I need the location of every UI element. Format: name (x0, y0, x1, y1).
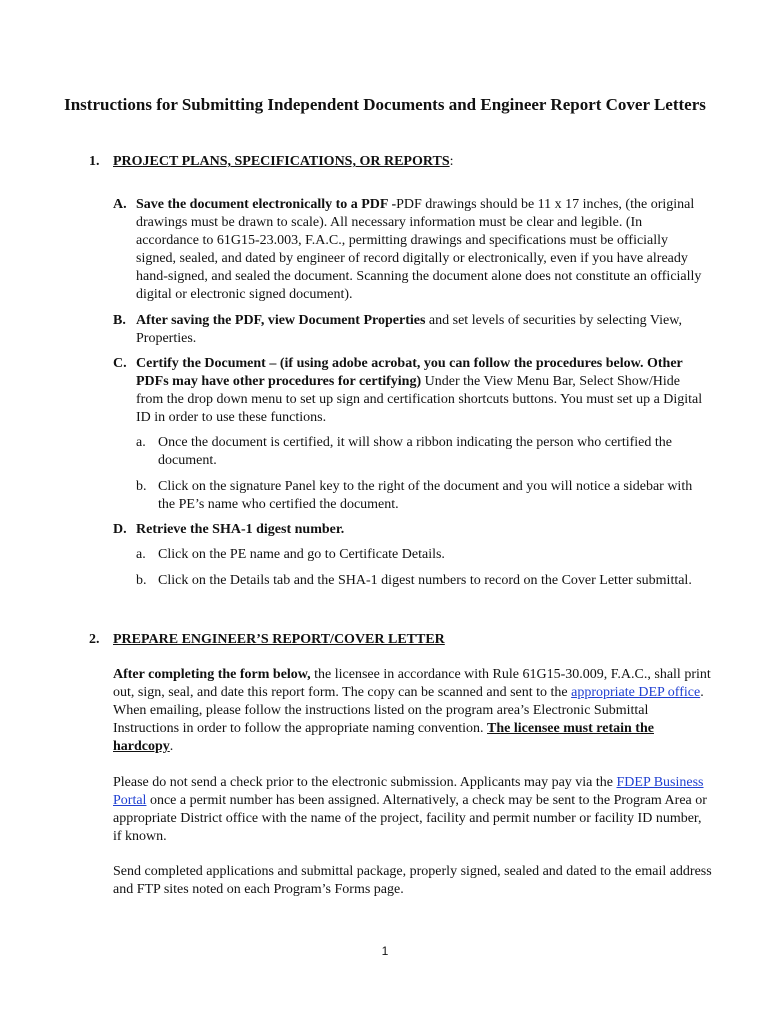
paragraph-text: . When emailing, please follow the instructions listed on the program area’s Electronic Submittal Instructions in order to follow the appropriate naming convention. (113, 685, 704, 736)
sub-item-marker: b. (136, 573, 147, 588)
paragraph (113, 666, 713, 756)
item-text: Under the View Menu Bar, Select Show/Hide from the drop down menu to set up sign and certification shortcuts buttons. You must set up a Digital ID in order to use these functions. (136, 374, 703, 425)
sub-item-marker: a. (136, 435, 146, 450)
item-heading: After saving the PDF, view Document Properties (136, 313, 426, 328)
section-title: PROJECT PLANS, SPECIFICATIONS, OR REPORTS (113, 154, 450, 169)
section-title: PREPARE ENGINEER’S REPORT/COVER LETTER (113, 632, 445, 647)
list-item (113, 312, 703, 348)
list-item (113, 355, 703, 427)
item-text: and set levels of securities by selecting View, Properties. (136, 313, 682, 346)
sub-list-item (136, 546, 706, 564)
sub-item-marker: a. (136, 547, 146, 562)
paragraph-end: . (169, 739, 174, 754)
item-marker: A. (113, 197, 127, 212)
heading-colon: : (449, 154, 454, 169)
paragraph-lead: After completing the form below, (113, 667, 311, 682)
hardcopy-notice: The licensee must retain the hardcopy (113, 721, 654, 754)
paragraph-text: once a permit number has been assigned. Alternatively, a check may be sent to the Program Area or appropriate District office with the name of the project, facility and permit number or facility ID number, if known. (113, 793, 707, 844)
item-marker: B. (113, 313, 126, 328)
item-heading: Retrieve the SHA-1 digest number. (136, 522, 345, 537)
section-1-heading (89, 153, 454, 171)
sub-item-marker: b. (136, 479, 147, 494)
sub-list-item (136, 434, 706, 470)
sub-item-text: Click on the Details tab and the SHA-1 digest numbers to record on the Cover Letter submittal. (158, 573, 692, 588)
paragraph (113, 774, 713, 846)
section-2-heading (89, 631, 445, 649)
paragraph-text: the licensee in accordance with Rule 61G15-30.009, F.A.C., shall print out, sign, seal, and date this report form. The copy can be scanned and sent to the (113, 667, 711, 700)
item-marker: D. (113, 522, 127, 537)
section-number: 1. (89, 154, 100, 169)
page-number: 1 (381, 944, 389, 958)
sub-list-item (136, 572, 706, 590)
sub-item-text: Click on the PE name and go to Certificate Details. (158, 547, 445, 562)
item-heading: Save the document electronically to a PDF - (136, 197, 397, 212)
sub-item-text: Once the document is certified, it will show a ribbon indicating the person who certified the document. (158, 435, 672, 468)
paragraph-text: Send completed applications and submittal package, properly signed, sealed and dated to the email address and FTP sites noted on each Program’s Forms page. (113, 864, 712, 897)
item-text: PDF drawings should be 11 x 17 inches, (the original drawings must be drawn to scale). All necessary information must be clear and legible. (In accordance to 61G15-23.003, F.A.C., permitting drawings and specifications must be officially signed, sealed, and dated by engineer of record digitally or electronically, even if you have already hand-signed, and sealed the document. Scanning the document alone does not constitute an officially digital or electronic signed document). (136, 197, 702, 302)
list-item (113, 521, 703, 539)
list-item (113, 196, 703, 304)
paragraph-text: Please do not send a check prior to the electronic submission. Applicants may pay via the (113, 775, 617, 790)
item-marker: C. (113, 356, 127, 371)
item-heading: Certify the Document – (if using adobe acrobat, you can follow the procedures below. Other PDFs may have other procedures for certifying) (136, 356, 683, 389)
page-title: Instructions for Submitting Independent Documents and Engineer Report Cover Letters (64, 95, 706, 114)
fdep-business-portal-link[interactable]: FDEP Business Portal (113, 775, 704, 808)
dep-office-link[interactable]: appropriate DEP office (571, 685, 701, 700)
sub-list-item (136, 478, 706, 514)
sub-item-text: Click on the signature Panel key to the right of the document and you will notice a sidebar with the PE’s name who certified the document. (158, 479, 693, 512)
paragraph (113, 863, 713, 899)
section-number: 2. (89, 632, 100, 647)
